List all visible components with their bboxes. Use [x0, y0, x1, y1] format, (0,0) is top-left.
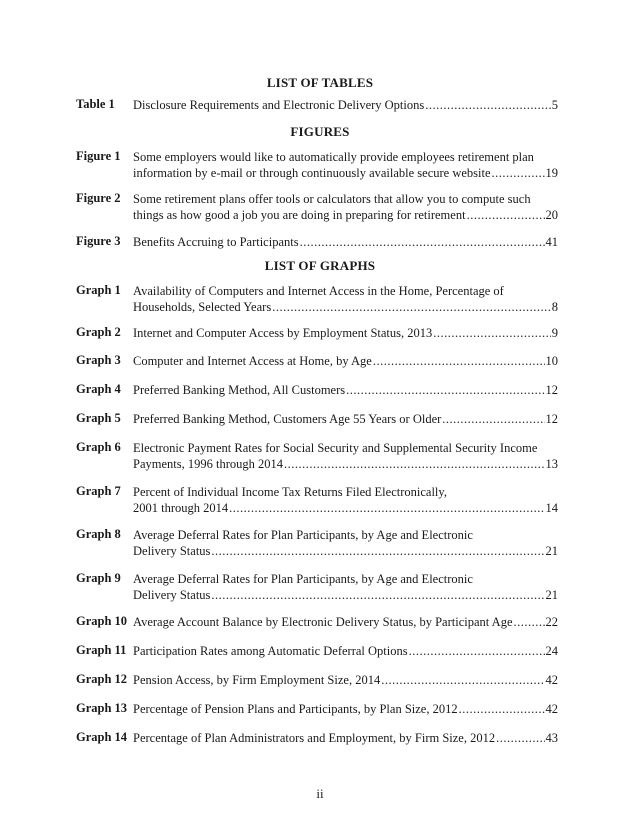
toc-entry-title: [133, 149, 558, 181]
toc-entry-title-line: [133, 484, 558, 500]
toc-entry-label: Graph 10: [76, 614, 128, 628]
toc-entry-title-text: Households, Selected Years: [133, 300, 272, 314]
toc-entry-label: Graph 4: [76, 382, 121, 396]
toc-entry-title: [133, 411, 558, 427]
list-of-graphs-heading: LIST OF GRAPHS: [264, 258, 376, 273]
list-of-tables-heading: LIST OF TABLES: [266, 75, 374, 90]
toc-entry-title-line: [133, 191, 558, 207]
toc-entry-title: [133, 440, 558, 472]
toc-entry-label: Graph 6: [76, 440, 121, 454]
toc-entry-page-number: 13: [545, 457, 558, 471]
toc-entry-title-text: Pension Access, by Firm Employment Size, 2014: [133, 673, 381, 687]
toc-entry-page-number: 41: [545, 235, 558, 249]
toc-entry-label: Graph 7: [76, 484, 121, 498]
toc-entry-title: [133, 283, 558, 315]
toc-entry-title-text: Some retirement plans offer tools or calculators that allow you to compute such: [133, 192, 531, 206]
toc-entry-title: [133, 701, 558, 717]
dot-leader: [284, 456, 545, 472]
toc-entry-title: [133, 234, 558, 250]
toc-entry-title-line: [133, 500, 558, 516]
toc-entry-title: [133, 527, 558, 559]
toc-entry-title-line: [133, 353, 558, 369]
dot-leader: [373, 353, 545, 369]
toc-entry-page-number: 20: [545, 208, 558, 222]
toc-entry-label: Graph 9: [76, 571, 121, 585]
toc-entry-page-number: 5: [551, 98, 558, 112]
toc-entry-label: Graph 3: [76, 353, 121, 367]
toc-entry-title-text: Delivery Status: [133, 588, 211, 602]
dot-leader: [346, 382, 544, 398]
dot-leader: [211, 587, 544, 603]
toc-entry-page-number: 21: [545, 588, 558, 602]
toc-entry-title-text: Average Deferral Rates for Plan Participants, by Age and Electronic: [133, 572, 473, 586]
toc-entry-title-line: [133, 543, 558, 559]
toc-entry-title-line: [133, 730, 558, 746]
toc-entry-title: [133, 97, 558, 113]
toc-entry-title-text: 2001 through 2014: [133, 501, 229, 515]
dot-leader: [381, 672, 544, 688]
toc-entry-label: Figure 3: [76, 234, 121, 248]
dot-leader: [229, 500, 544, 516]
toc-entry-title-line: [133, 672, 558, 688]
toc-entry-label: Table 1: [76, 97, 115, 111]
toc-entry-title-text: Benefits Accruing to Participants: [133, 235, 299, 249]
toc-entry-title-line: [133, 614, 558, 630]
dot-leader: [442, 411, 544, 427]
toc-entry-page-number: 22: [545, 615, 558, 629]
toc-entry-label: Graph 11: [76, 643, 127, 657]
toc-entry-title-line: [133, 643, 558, 659]
dot-leader: [300, 234, 545, 250]
toc-entry-title-text: Percentage of Pension Plans and Participants, by Plan Size, 2012: [133, 702, 458, 716]
toc-entry-title-text: Payments, 1996 through 2014: [133, 457, 283, 471]
toc-entry-page-number: 42: [545, 702, 558, 716]
toc-entry-title-text: Average Account Balance by Electronic Delivery Status, by Participant Age: [133, 615, 513, 629]
toc-entry-title-text: information by e-mail or through continuously available secure website: [133, 166, 491, 180]
toc-entry-title-text: Electronic Payment Rates for Social Security and Supplemental Security Income: [133, 441, 538, 455]
dot-leader: [467, 207, 545, 223]
toc-entry-title-line: [133, 411, 558, 427]
toc-entry-title-line: [133, 701, 558, 717]
toc-entry-title-text: Delivery Status: [133, 544, 211, 558]
toc-entry-label: Graph 1: [76, 283, 121, 297]
toc-entry-title-text: Participation Rates among Automatic Deferral Options: [133, 644, 408, 658]
figures-heading: FIGURES: [290, 124, 350, 139]
dot-leader: [496, 730, 544, 746]
dot-leader: [433, 325, 550, 341]
toc-entry-title: [133, 484, 558, 516]
toc-entry-title-line: [133, 299, 558, 315]
toc-entry-title-line: [133, 587, 558, 603]
toc-entry-label: Figure 2: [76, 191, 121, 205]
toc-entry-title-line: [133, 207, 558, 223]
toc-entry-label: Graph 5: [76, 411, 121, 425]
toc-entry-title-text: Availability of Computers and Internet Access in the Home, Percentage of: [133, 284, 504, 298]
dot-leader: [514, 614, 545, 630]
toc-entry-page-number: 12: [545, 383, 558, 397]
toc-entry-title: [133, 191, 558, 223]
toc-entry-page-number: 10: [545, 354, 558, 368]
dot-leader: [425, 97, 551, 113]
page-number: ii: [316, 786, 324, 801]
toc-entry-title: [133, 571, 558, 603]
toc-entry-title-line: [133, 165, 558, 181]
toc-entry-title: [133, 325, 558, 341]
toc-entry-title-line: [133, 571, 558, 587]
toc-entry-title: [133, 730, 558, 746]
toc-entry-label: Graph 13: [76, 701, 128, 715]
toc-entry-title-line: [133, 527, 558, 543]
toc-entry-page-number: 43: [545, 731, 558, 745]
toc-entry-label: Figure 1: [76, 149, 121, 163]
dot-leader: [409, 643, 545, 659]
toc-entry-title-line: [133, 149, 558, 165]
toc-entry-title: [133, 382, 558, 398]
dot-leader: [272, 299, 551, 315]
toc-entry-title-line: [133, 456, 558, 472]
toc-entry-page-number: 9: [551, 326, 558, 340]
toc-entry-page-number: 19: [545, 166, 558, 180]
toc-entry-title-line: [133, 440, 558, 456]
toc-entry-label: Graph 8: [76, 527, 121, 541]
toc-entry-title-text: Preferred Banking Method, Customers Age 55 Years or Older: [133, 412, 442, 426]
toc-entry-title-text: Preferred Banking Method, All Customers: [133, 383, 346, 397]
toc-entry-title-line: [133, 382, 558, 398]
toc-entry-title-text: Percentage of Plan Administrators and Employment, by Firm Size, 2012: [133, 731, 496, 745]
toc-entry-title: [133, 614, 558, 630]
dot-leader: [211, 543, 544, 559]
toc-entry-title-text: Computer and Internet Access at Home, by Age: [133, 354, 372, 368]
toc-entry-title-line: [133, 325, 558, 341]
toc-entry-label: Graph 2: [76, 325, 121, 339]
toc-entry-title-text: Percent of Individual Income Tax Returns Filed Electronically,: [133, 485, 447, 499]
toc-entry-label: Graph 14: [76, 730, 128, 744]
toc-entry-page-number: 24: [545, 644, 558, 658]
toc-entry-label: Graph 12: [76, 672, 128, 686]
toc-entry-title-line: [133, 97, 558, 113]
toc-entry-title: [133, 643, 558, 659]
toc-entry-title-text: things as how good a job you are doing in preparing for retirement: [133, 208, 466, 222]
toc-entry-title-text: Disclosure Requirements and Electronic Delivery Options: [133, 98, 425, 112]
toc-entry-title-text: Average Deferral Rates for Plan Participants, by Age and Electronic: [133, 528, 473, 542]
toc-entry-page-number: 21: [545, 544, 558, 558]
toc-entry-page-number: 8: [551, 300, 558, 314]
toc-entry-title-text: Internet and Computer Access by Employment Status, 2013: [133, 326, 433, 340]
toc-entry-page-number: 12: [545, 412, 558, 426]
toc-entry-page-number: 14: [545, 501, 558, 515]
toc-entry-title-line: [133, 234, 558, 250]
toc-entry-title-text: Some employers would like to automatically provide employees retirement plan: [133, 150, 534, 164]
toc-entry-title-line: [133, 283, 558, 299]
toc-entry-title: [133, 353, 558, 369]
toc-entry-page-number: 42: [545, 673, 558, 687]
toc-entry-title: [133, 672, 558, 688]
dot-leader: [492, 165, 545, 181]
dot-leader: [459, 701, 545, 717]
